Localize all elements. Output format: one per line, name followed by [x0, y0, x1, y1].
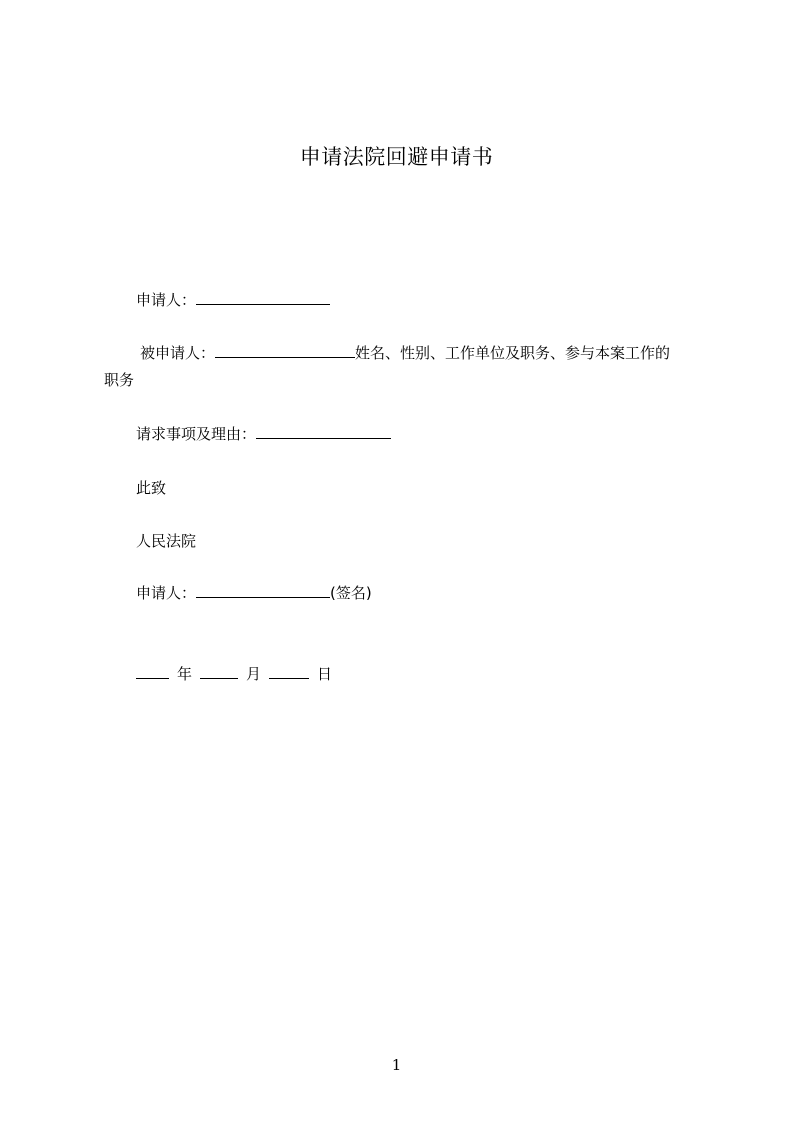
respondent-label: 被申请人：	[140, 344, 216, 362]
signature-note: (签名)	[330, 584, 372, 602]
court-name: 人民法院	[136, 532, 197, 550]
respondent-blank[interactable]	[215, 343, 355, 358]
request-blank[interactable]	[256, 424, 391, 439]
signature-line	[136, 582, 372, 604]
document-title: 申请法院回避申请书	[299, 145, 494, 169]
month-label: 月	[246, 665, 262, 683]
respondent-note: 姓名、性别、工作单位及职务、参与本案工作的	[355, 344, 671, 362]
signature-blank[interactable]	[196, 583, 330, 598]
date-line	[136, 663, 332, 685]
request-line	[136, 423, 391, 445]
signature-label: 申请人：	[136, 584, 197, 602]
applicant-label: 申请人：	[136, 291, 197, 309]
year-label: 年	[177, 665, 193, 683]
day-blank[interactable]	[269, 664, 309, 679]
day-label: 日	[317, 665, 333, 683]
request-label: 请求事项及理由：	[136, 425, 257, 443]
respondent-note-continuation: 职务	[104, 371, 135, 389]
applicant-line	[136, 289, 330, 311]
respondent-line	[140, 342, 670, 364]
closing-text: 此致	[136, 479, 167, 497]
month-blank[interactable]	[200, 664, 238, 679]
year-blank[interactable]	[136, 664, 169, 679]
applicant-blank[interactable]	[196, 290, 330, 305]
page-number: 1	[391, 1056, 402, 1074]
